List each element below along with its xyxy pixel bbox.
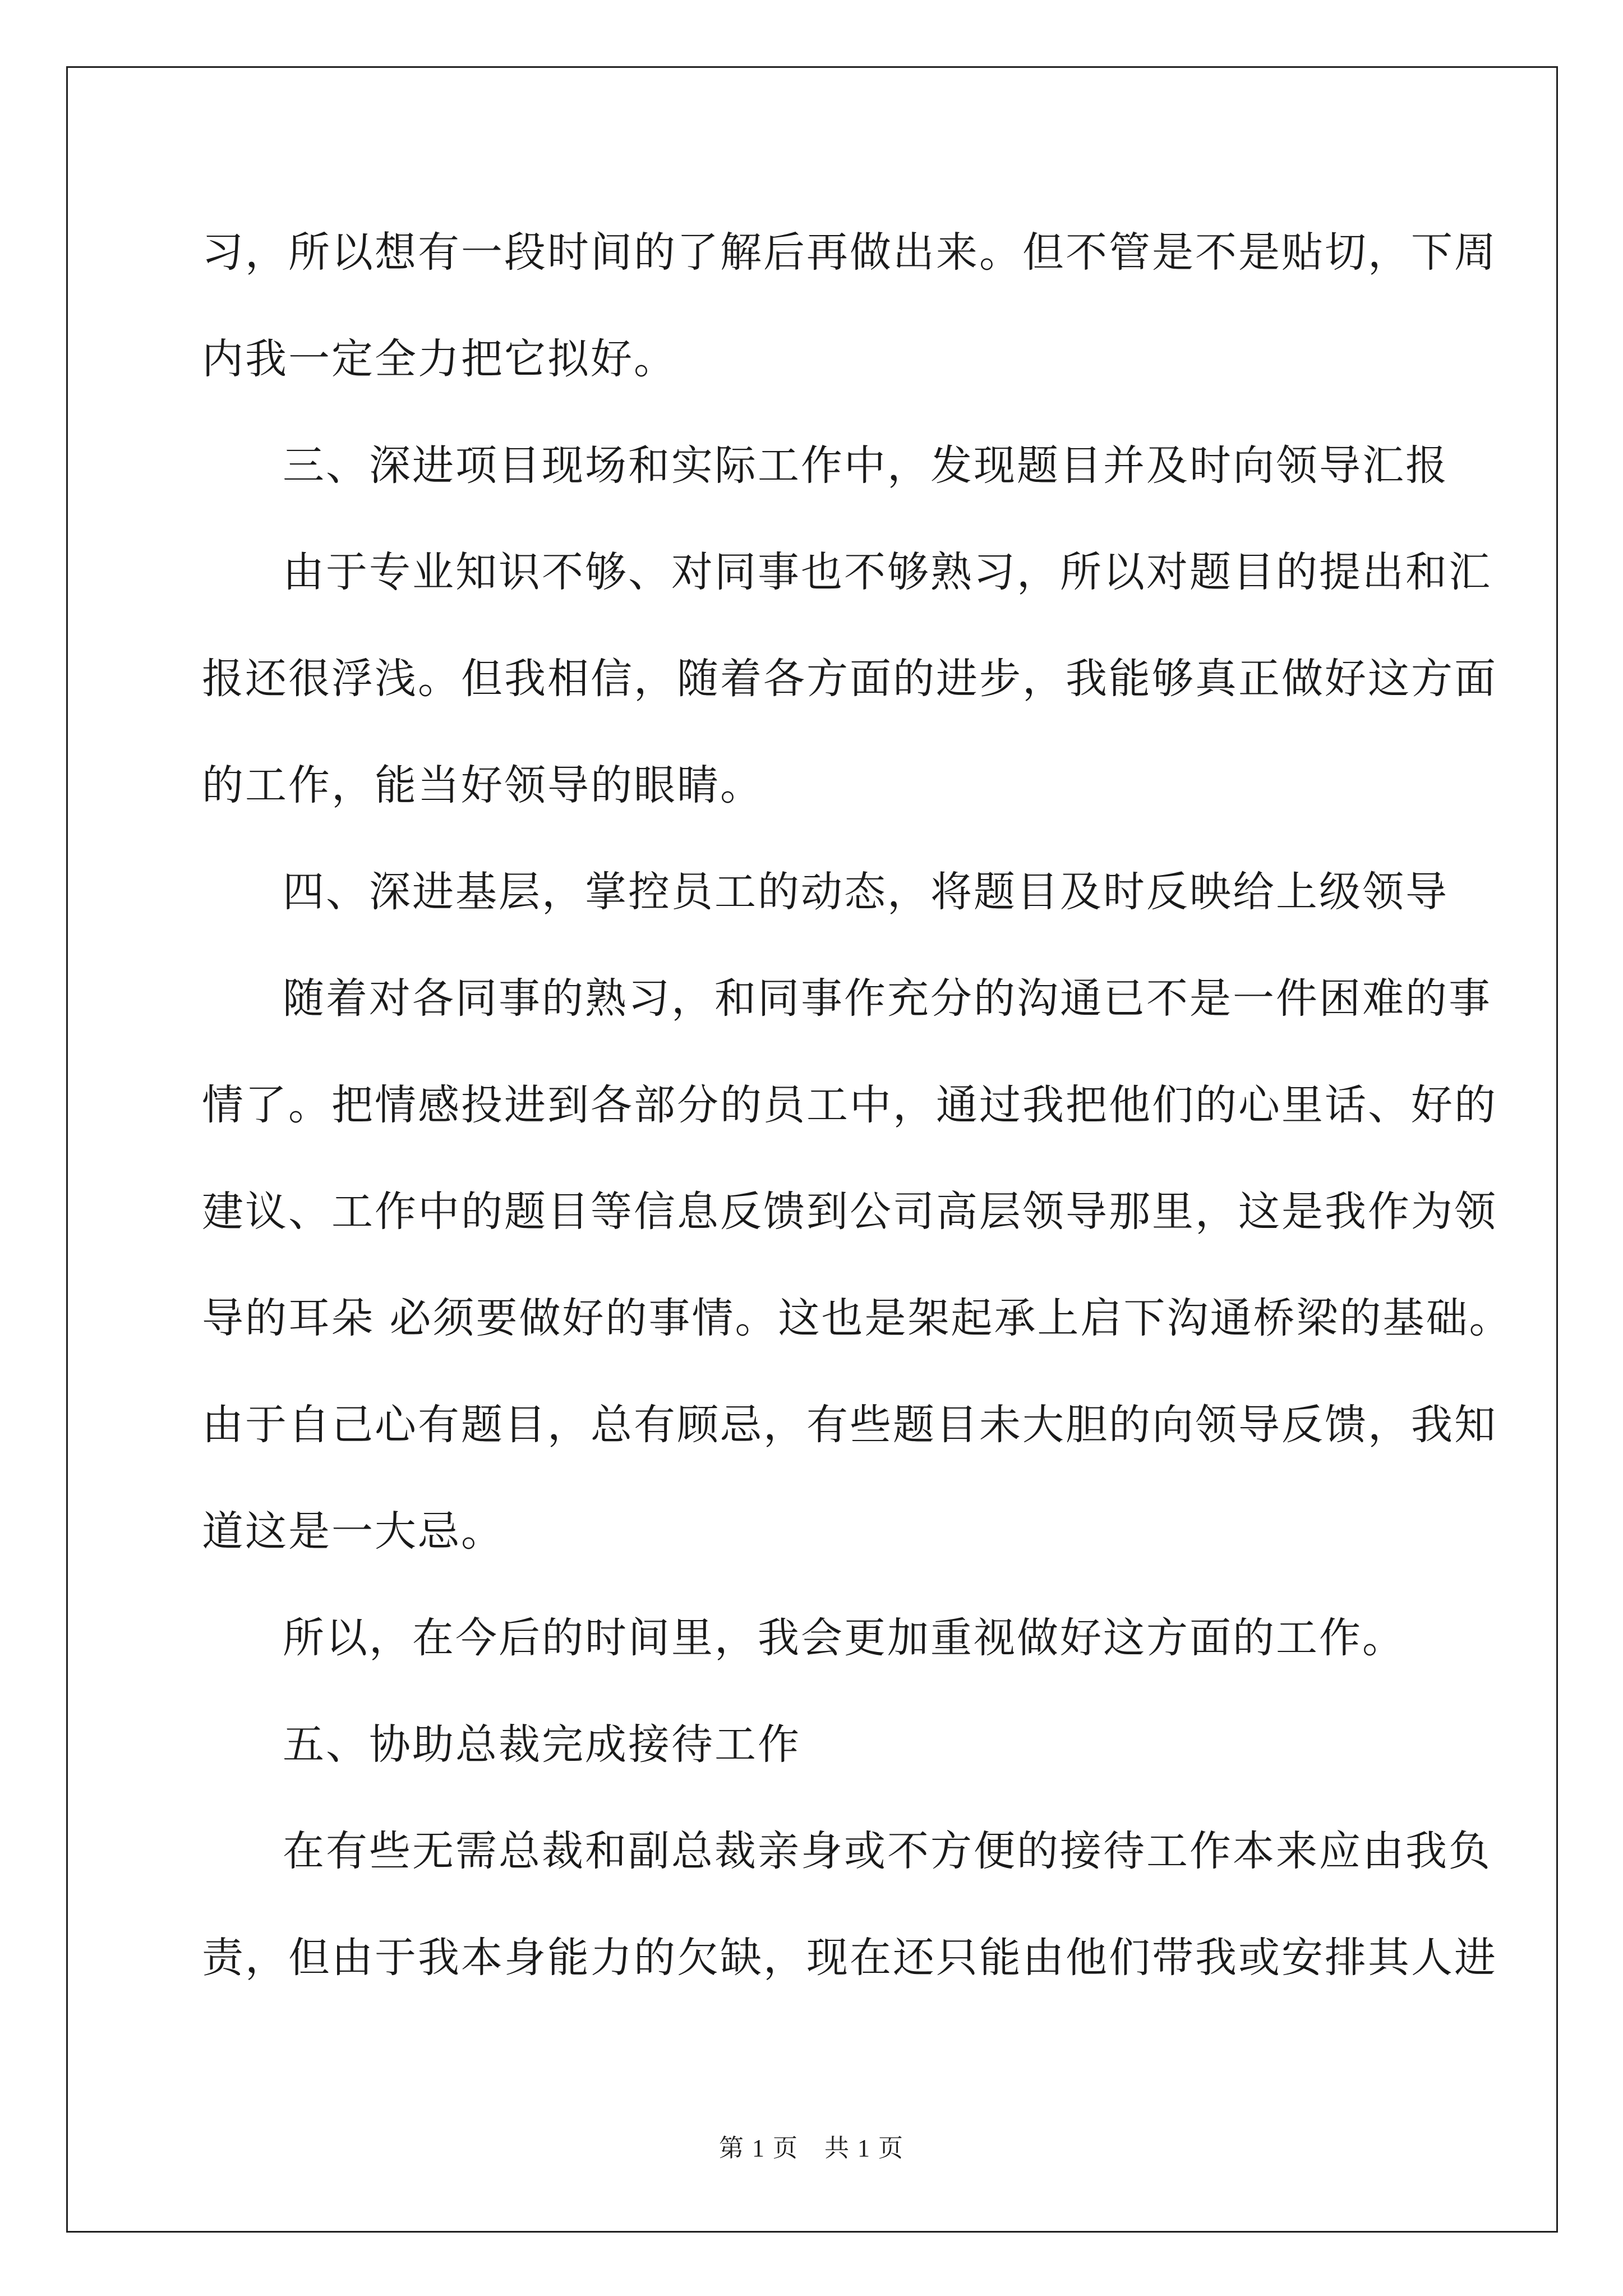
body-line: 内我一定全力把它拟好。: [202, 335, 677, 383]
section-heading: 四、深进基层，掌控员工的动态，将题目及时反映给上级领导: [283, 868, 1449, 916]
body-line: 报还很浮浅。但我相信，随着各方面的进步，我能够真正做好这方面: [202, 655, 1497, 703]
body-line: 的工作，能当好领导的眼睛。: [202, 761, 763, 809]
body-line: 建议、工作中的题目等信息反馈到公司高层领导那里，这是我作为领: [202, 1188, 1497, 1236]
body-line: 在有些无需总裁和副总裁亲身或不方便的接待工作本来应由我负: [283, 1827, 1492, 1875]
body-line: 道这是一大忌。: [202, 1507, 504, 1556]
body-line: 责，但由于我本身能力的欠缺，现在还只能由他们带我或安排其人进: [202, 1934, 1497, 1982]
body-line: 情了。把情感投进到各部分的员工中，通过我把他们的心里话、好的: [202, 1081, 1497, 1129]
section-heading: 三、深进项目现场和实际工作中，发现题目并及时向领导汇报: [283, 441, 1449, 490]
body-line: 所以，在今后的时间里，我会更加重视做好这方面的工作。: [283, 1614, 1405, 1662]
page-number-footer: 第 1 页 共 1 页: [719, 2134, 904, 2162]
body-line: 由于自己心有题目，总有顾忌，有些题目未大胆的向领导反馈，我知: [202, 1401, 1497, 1449]
body-line: 随着对各同事的熟习，和同事作充分的沟通已不是一件困难的事: [283, 974, 1492, 1023]
body-line: 导的耳朵 必须要做好的事情。这也是架起承上启下沟通桥梁的基础。: [202, 1294, 1513, 1342]
body-line: 由于专业知识不够、对同事也不够熟习，所以对题目的提出和汇: [283, 548, 1492, 596]
section-heading: 五、协助总裁完成接待工作: [283, 1720, 801, 1769]
body-line: 习，所以想有一段时间的了解后再做出来。但不管是不是贴切，下周: [202, 228, 1497, 277]
page-border: [66, 66, 1558, 2233]
